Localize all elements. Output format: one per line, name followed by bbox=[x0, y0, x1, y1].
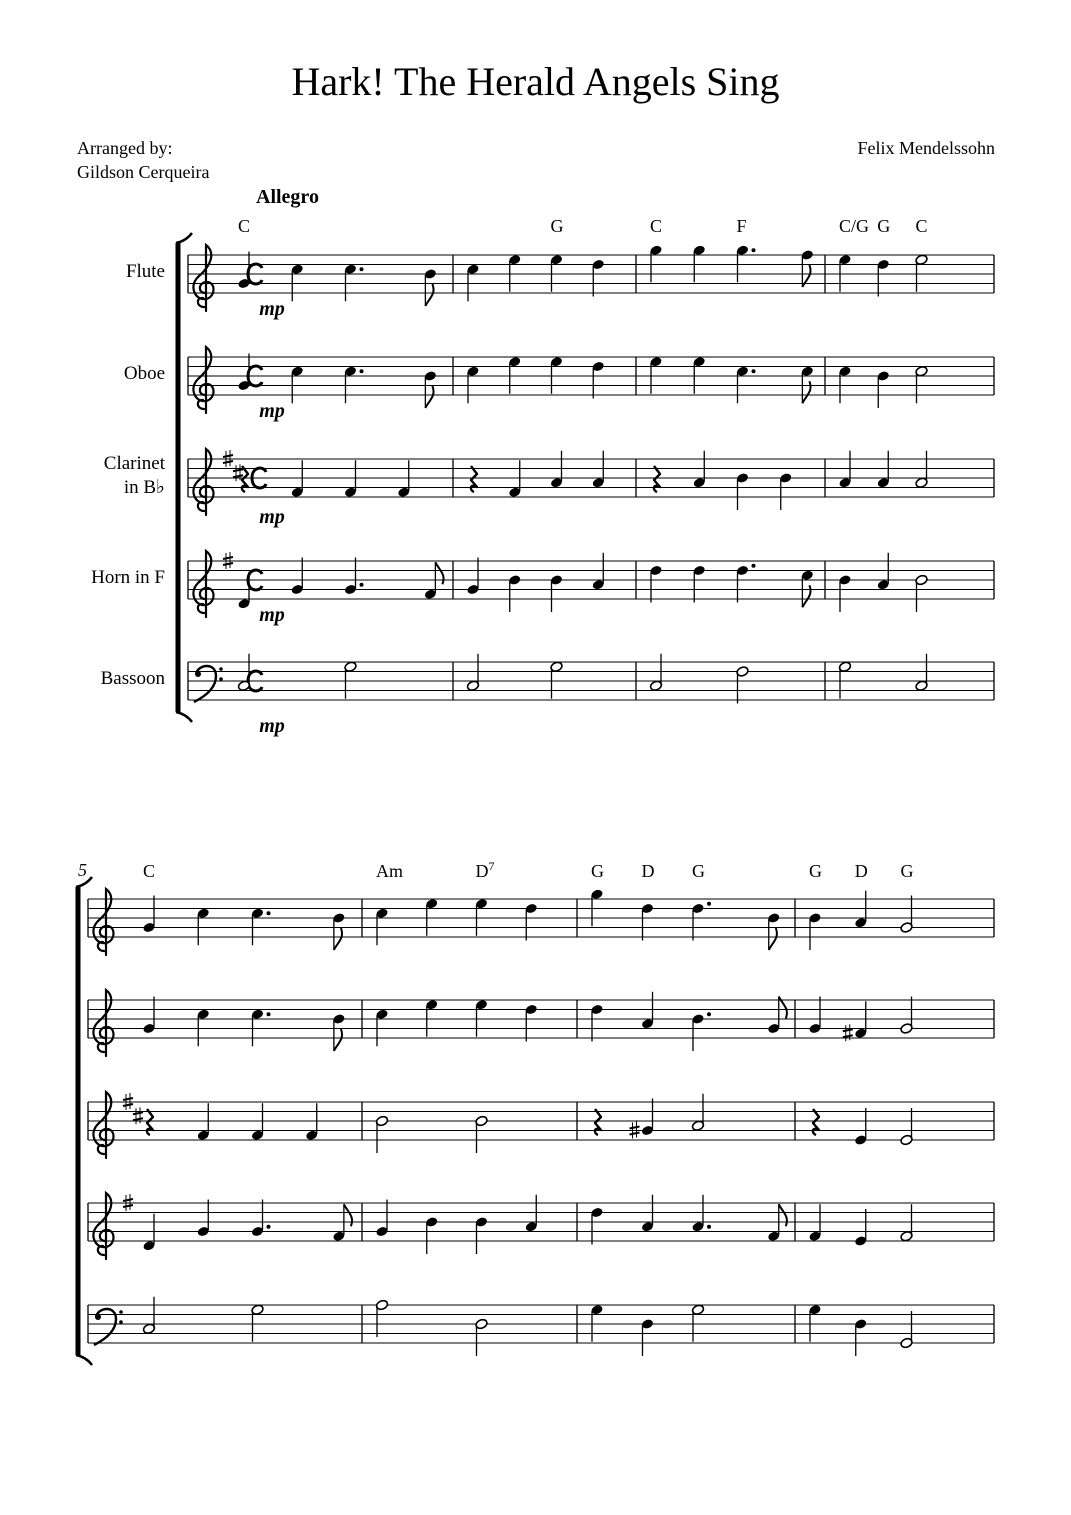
sharp-stroke bbox=[223, 455, 233, 457]
note bbox=[838, 254, 851, 292]
note bbox=[592, 451, 605, 489]
note bbox=[767, 1204, 787, 1242]
chord-symbol: $D^7$ bbox=[475, 859, 495, 881]
quarter-rest-icon bbox=[471, 466, 477, 492]
note bbox=[424, 370, 437, 408]
note bbox=[877, 451, 890, 489]
note bbox=[854, 1318, 867, 1356]
note bbox=[425, 898, 438, 936]
bracket-hook bbox=[76, 1355, 92, 1365]
quarter-rest-icon bbox=[147, 1109, 153, 1135]
note bbox=[801, 249, 814, 287]
chord-symbol: D bbox=[854, 861, 868, 881]
note bbox=[344, 263, 364, 301]
note bbox=[838, 451, 851, 489]
eighth-flag bbox=[334, 1029, 342, 1051]
chord-symbol: Am bbox=[376, 861, 403, 881]
note bbox=[590, 1207, 603, 1245]
note bbox=[251, 1008, 271, 1046]
bracket-hook bbox=[176, 712, 192, 722]
note bbox=[332, 1204, 352, 1242]
note bbox=[838, 365, 851, 403]
eighth-flag bbox=[779, 1204, 787, 1226]
note bbox=[641, 1195, 654, 1233]
note bbox=[525, 1004, 538, 1042]
note bbox=[237, 252, 250, 290]
sharp-stroke bbox=[123, 1098, 133, 1100]
chord-symbol: G bbox=[692, 861, 705, 881]
note bbox=[900, 1204, 913, 1242]
augmentation-dot bbox=[267, 1225, 271, 1229]
note bbox=[838, 574, 851, 612]
note bbox=[375, 1299, 388, 1337]
note bbox=[915, 654, 928, 692]
note bbox=[691, 1094, 704, 1132]
bass-clef-dot bbox=[195, 671, 201, 677]
sharp-stroke bbox=[223, 557, 233, 559]
note bbox=[466, 558, 479, 596]
note bbox=[854, 891, 867, 929]
dynamic-marking: mp bbox=[259, 400, 285, 422]
instrument-label-oboe: Oboe bbox=[123, 363, 165, 384]
tempo-marking: Allegro bbox=[256, 186, 319, 208]
bracket-hook bbox=[176, 233, 192, 243]
note bbox=[592, 259, 605, 297]
chord-symbol: G bbox=[550, 216, 564, 236]
note bbox=[237, 572, 250, 610]
chord-symbol: G bbox=[900, 861, 914, 881]
note bbox=[332, 912, 345, 950]
note bbox=[915, 365, 928, 403]
note bbox=[693, 244, 706, 282]
augmentation-dot bbox=[752, 369, 756, 373]
eighth-flag bbox=[435, 562, 443, 584]
arranger-label: Arranged by: bbox=[77, 138, 173, 158]
sharp-stroke bbox=[123, 1199, 133, 1201]
eighth-flag bbox=[334, 928, 342, 950]
note bbox=[691, 1304, 704, 1342]
augmentation-dot bbox=[752, 248, 756, 252]
note bbox=[525, 1195, 538, 1233]
note bbox=[375, 1200, 388, 1238]
note bbox=[344, 661, 357, 699]
note bbox=[550, 661, 563, 699]
bass-clef-dot bbox=[119, 1310, 123, 1314]
note bbox=[466, 365, 479, 403]
sharp-stroke bbox=[133, 1118, 143, 1120]
sharp-icon bbox=[133, 1107, 143, 1124]
note bbox=[808, 1304, 821, 1342]
chord-symbol: C bbox=[915, 216, 928, 236]
note bbox=[691, 902, 711, 941]
quarter-rest-icon bbox=[654, 466, 660, 492]
note bbox=[475, 1115, 488, 1153]
note bbox=[475, 898, 488, 936]
note bbox=[691, 1012, 711, 1051]
note bbox=[767, 912, 780, 950]
note bbox=[475, 1216, 488, 1254]
sharp-stroke bbox=[630, 1127, 640, 1129]
note bbox=[424, 562, 444, 600]
note bbox=[466, 654, 479, 692]
note bbox=[801, 365, 814, 403]
chord-symbol: G bbox=[809, 861, 822, 881]
note bbox=[291, 365, 304, 403]
dynamic-marking: mp bbox=[259, 298, 285, 320]
note bbox=[344, 365, 364, 403]
augmentation-dot bbox=[267, 911, 271, 915]
note bbox=[592, 553, 605, 591]
note bbox=[691, 1195, 711, 1233]
note bbox=[475, 1318, 488, 1356]
note bbox=[641, 903, 654, 941]
bass-clef-dot bbox=[95, 1314, 101, 1320]
note bbox=[550, 254, 563, 292]
arranger-name: Gildson Cerqueira bbox=[77, 162, 210, 182]
note bbox=[142, 997, 155, 1035]
note bbox=[808, 912, 821, 950]
note bbox=[332, 1013, 345, 1051]
instrument-label-clarinet: in B♭ bbox=[123, 477, 165, 498]
note bbox=[779, 472, 792, 510]
bass-clef-dot bbox=[119, 1320, 123, 1324]
chord-symbol: G bbox=[877, 216, 891, 236]
eighth-flag bbox=[425, 284, 433, 306]
note bbox=[397, 460, 410, 498]
note bbox=[838, 661, 851, 699]
dynamic-marking: mp bbox=[259, 506, 285, 528]
note bbox=[641, 992, 654, 1030]
augmentation-dot bbox=[707, 902, 711, 906]
note bbox=[736, 666, 749, 704]
note bbox=[877, 259, 890, 297]
bass-clef-dot bbox=[219, 677, 223, 681]
dynamic-marking: mp bbox=[259, 604, 285, 626]
note bbox=[854, 1108, 867, 1146]
note bbox=[237, 354, 250, 392]
augmentation-dot bbox=[267, 1012, 271, 1016]
note bbox=[291, 263, 304, 301]
note bbox=[801, 569, 814, 607]
note bbox=[375, 1115, 388, 1153]
note bbox=[197, 1008, 210, 1046]
note bbox=[590, 1304, 603, 1342]
note bbox=[344, 460, 357, 498]
instrument-label-bassoon: Bassoon bbox=[100, 668, 165, 689]
quarter-rest-icon bbox=[595, 1109, 601, 1135]
note bbox=[736, 564, 756, 603]
dynamic-marking: mp bbox=[259, 715, 285, 737]
note bbox=[900, 896, 913, 934]
note bbox=[808, 997, 821, 1035]
quarter-rest-icon bbox=[813, 1109, 819, 1135]
eighth-flag bbox=[344, 1204, 352, 1226]
chord-symbol: D bbox=[641, 861, 655, 881]
augmentation-dot bbox=[360, 267, 364, 271]
augmentation-dot bbox=[752, 564, 756, 568]
note bbox=[877, 370, 890, 408]
note bbox=[877, 553, 890, 591]
note bbox=[808, 1204, 821, 1242]
sharp-stroke bbox=[123, 1104, 133, 1106]
augmentation-dot bbox=[707, 1225, 711, 1229]
note bbox=[425, 1216, 438, 1254]
note bbox=[649, 654, 662, 692]
note bbox=[251, 1103, 264, 1141]
sharp-stroke bbox=[223, 563, 233, 565]
eighth-flag bbox=[425, 386, 433, 408]
note bbox=[693, 356, 706, 394]
augmentation-dot bbox=[360, 583, 364, 587]
note bbox=[915, 451, 928, 489]
note bbox=[550, 574, 563, 612]
eighth-flag bbox=[769, 928, 777, 950]
note bbox=[475, 999, 488, 1037]
chord-symbol: C/G bbox=[839, 216, 870, 236]
note bbox=[641, 1318, 654, 1356]
note bbox=[649, 356, 662, 394]
note bbox=[291, 460, 304, 498]
note bbox=[425, 999, 438, 1037]
note bbox=[915, 574, 928, 612]
note bbox=[142, 1297, 155, 1335]
instrument-label-flute: Flute bbox=[125, 261, 165, 282]
chord-symbol: C bbox=[238, 216, 251, 236]
note bbox=[550, 451, 563, 489]
eighth-flag bbox=[802, 381, 810, 403]
note bbox=[590, 888, 603, 926]
chord-symbol: F bbox=[736, 216, 747, 236]
note bbox=[424, 268, 437, 306]
note bbox=[854, 1001, 867, 1039]
note bbox=[693, 451, 706, 489]
note bbox=[736, 365, 756, 403]
note bbox=[142, 896, 155, 934]
augmentation-dot bbox=[360, 369, 364, 373]
sharp-stroke bbox=[630, 1133, 640, 1135]
note bbox=[590, 1004, 603, 1042]
augmentation-dot bbox=[707, 1012, 711, 1016]
note bbox=[592, 361, 605, 399]
instrument-label-horn: Horn in F bbox=[91, 567, 165, 588]
chord-superscript: 7 bbox=[488, 859, 495, 873]
note bbox=[641, 1099, 654, 1137]
note bbox=[142, 1214, 155, 1252]
note bbox=[305, 1103, 318, 1141]
chord-symbol: G bbox=[591, 861, 604, 881]
note bbox=[466, 263, 479, 301]
note bbox=[291, 558, 304, 596]
note bbox=[375, 1008, 388, 1046]
note bbox=[649, 244, 662, 282]
sharp-stroke bbox=[843, 1035, 853, 1037]
note bbox=[251, 907, 271, 945]
sharp-stroke bbox=[233, 469, 243, 471]
eighth-flag bbox=[802, 585, 810, 607]
note bbox=[900, 1108, 913, 1146]
note bbox=[736, 472, 749, 510]
sharp-stroke bbox=[133, 1112, 143, 1114]
note bbox=[237, 654, 250, 692]
note bbox=[251, 1304, 264, 1342]
measure-number: 5 bbox=[78, 860, 87, 880]
note bbox=[854, 1209, 867, 1247]
sharp-stroke bbox=[233, 475, 243, 477]
chord-symbol: C bbox=[650, 216, 663, 236]
note bbox=[649, 565, 662, 603]
note bbox=[197, 1200, 210, 1238]
chord-symbol: C bbox=[143, 861, 156, 881]
note bbox=[197, 1103, 210, 1141]
note bbox=[508, 356, 521, 394]
note bbox=[375, 907, 388, 945]
note bbox=[197, 907, 210, 945]
note bbox=[693, 565, 706, 603]
sharp-icon bbox=[843, 1024, 853, 1041]
note bbox=[900, 997, 913, 1035]
note bbox=[736, 244, 756, 282]
sharp-stroke bbox=[123, 1205, 133, 1207]
note bbox=[900, 1311, 913, 1349]
note bbox=[508, 574, 521, 612]
composer-credit: Felix Mendelssohn bbox=[857, 138, 995, 158]
sharp-stroke bbox=[843, 1029, 853, 1031]
page-title: Hark! The Herald Angels Sing bbox=[291, 59, 780, 104]
instrument-label-clarinet: Clarinet bbox=[103, 453, 165, 474]
note bbox=[508, 254, 521, 292]
sharp-stroke bbox=[223, 461, 233, 463]
note bbox=[915, 254, 928, 292]
note bbox=[550, 356, 563, 394]
note bbox=[525, 903, 538, 941]
note bbox=[508, 460, 521, 498]
bass-clef-dot bbox=[219, 667, 223, 671]
